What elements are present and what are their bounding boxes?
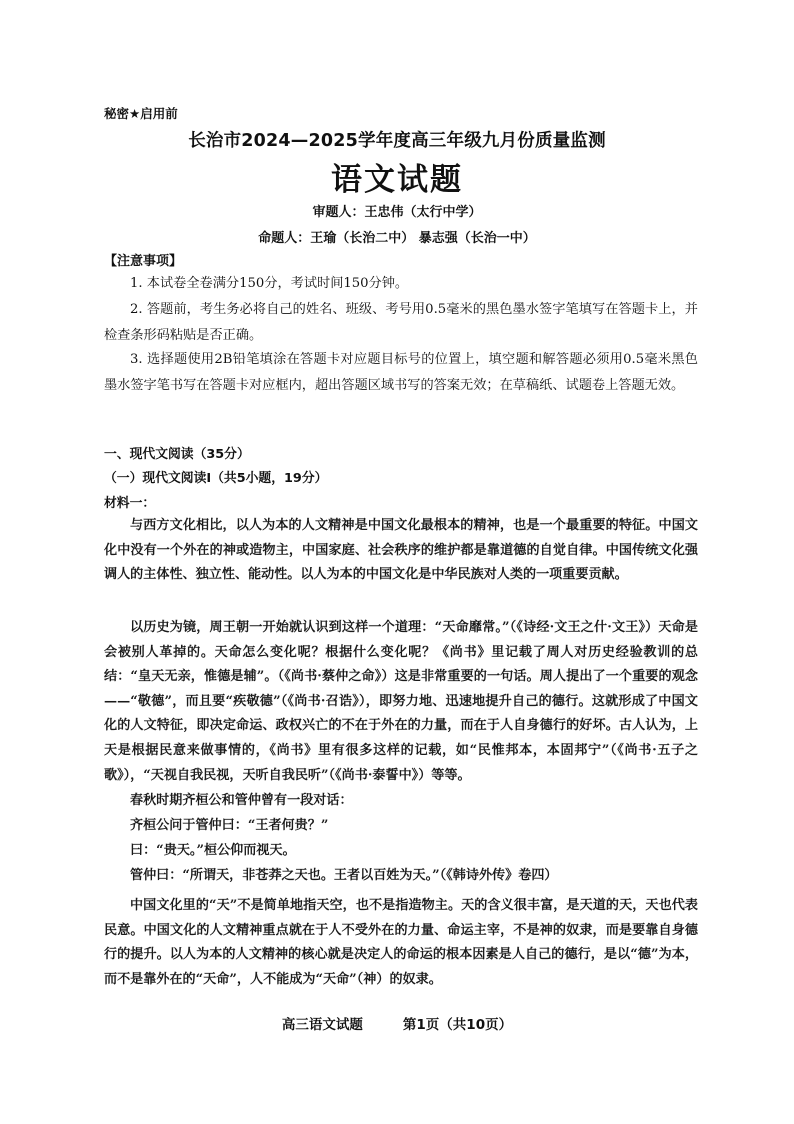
subsection-heading: （一）现代文阅读Ⅰ（共5小题，19分） — [104, 471, 328, 486]
exam-title: 长治市2024—2025学年度高三年级九月份质量监测 — [188, 131, 606, 151]
notice-item: 1. 本试卷全卷满分150分，考试时间150分钟。 — [130, 276, 409, 291]
section-heading: 一、现代文阅读（35分） — [104, 447, 250, 462]
subject-title: 语文试题 — [331, 162, 463, 198]
passage-paragraph: 管仲曰：“所谓天，非苍莽之天也。王者以百姓为天。”（《韩诗外传》卷四） — [130, 868, 558, 883]
passage-paragraph: 齐桓公问于管仲曰：“王者何贵？” — [130, 818, 329, 833]
passage-paragraph: 中国文化里的“天”不是简单地指天空，也不是指造物主。天的含义很丰富，是天道的天，天也代表民意。中国文化的人文精神重点就在于人不受外在的力量、命运主宰，不是神的奴隶，而是要靠自身德行的提升。以人为本的人文精神的核心就是决定人的命运的根本因素是人自己的德行，是以“德”为本，而不是靠外在的“天命”，人不能成为“天命”（神）的奴隶。 — [104, 898, 698, 987]
material-label: 材料一： — [104, 496, 156, 511]
notice-item: 2. 答题前，考生务必将自己的姓名、班级、考号用0.5毫米的黑色墨水签字笔填写在答题卡上，并检查条形码粘贴是否正确。 — [104, 302, 698, 343]
author-line: 命题人：王瑜（长治二中） 暴志强（长治一中） — [258, 231, 536, 246]
footer-subject: 高三语文试题 — [281, 1017, 363, 1033]
notice-heading: 【注意事项】 — [104, 254, 183, 269]
reviewer-line: 审题人：王忠伟（太行中学） — [312, 205, 482, 220]
page-number: 第1页（共10页） — [402, 1017, 513, 1033]
page-footer — [0, 1013, 794, 1033]
notice-item: 3. 选择题使用2B铅笔填涂在答题卡对应题目标号的位置上，填空题和解答题必须用0.5毫米黑色墨水签字笔书写在答题卡对应框内，超出答题区域书写的答案无效；在草稿纸、试题卷上答题无效。 — [104, 352, 698, 393]
passage-paragraph: 春秋时期齐桓公和管仲曾有一段对话： — [130, 793, 353, 808]
passage-paragraph: 以历史为镜，周王朝一开始就认识到这样一个道理：“天命靡常。”（《诗经·文王之什·文王》）天命是会被别人革掉的。天命怎么变化呢？根据什么变化呢？《尚书》里记载了周人对历史经验教训的总结：“皇天无亲，惟德是辅”。（《尚书·蔡仲之命》）这是非常重要的一句话。周人提出了一个重要的观念——“敬德”，而且要“疾敬德”（《尚书·召诰》），即努力地、迅速地提升自己的德行。这就形成了中国文化的人文特征，即决定命运、政权兴亡的不在于外在的力量，而在于人自身德行的好坏。古人认为，上天是根据民意来做事情的，《尚书》里有很多这样的记载，如“民惟邦本，本固邦宁”（《尚书·五子之歌》），“天视自我民视，天听自我民听”（《尚书·泰誓中》）等等。 — [104, 620, 698, 783]
passage-paragraph: 曰：“贵天。”桓公仰而视天。 — [130, 843, 296, 858]
passage-paragraph: 与西方文化相比，以人为本的人文精神是中国文化最根本的精神，也是一个最重要的特征。中国文化中没有一个外在的神或造物主，中国家庭、社会秩序的维护都是靠道德的自觉自律。中国传统文化强调人的主体性、独立性、能动性。以人为本的中国文化是中华民族对人类的一项重要贡献。 — [104, 518, 698, 583]
confidential-label: 秘密★启用前 — [104, 106, 178, 121]
